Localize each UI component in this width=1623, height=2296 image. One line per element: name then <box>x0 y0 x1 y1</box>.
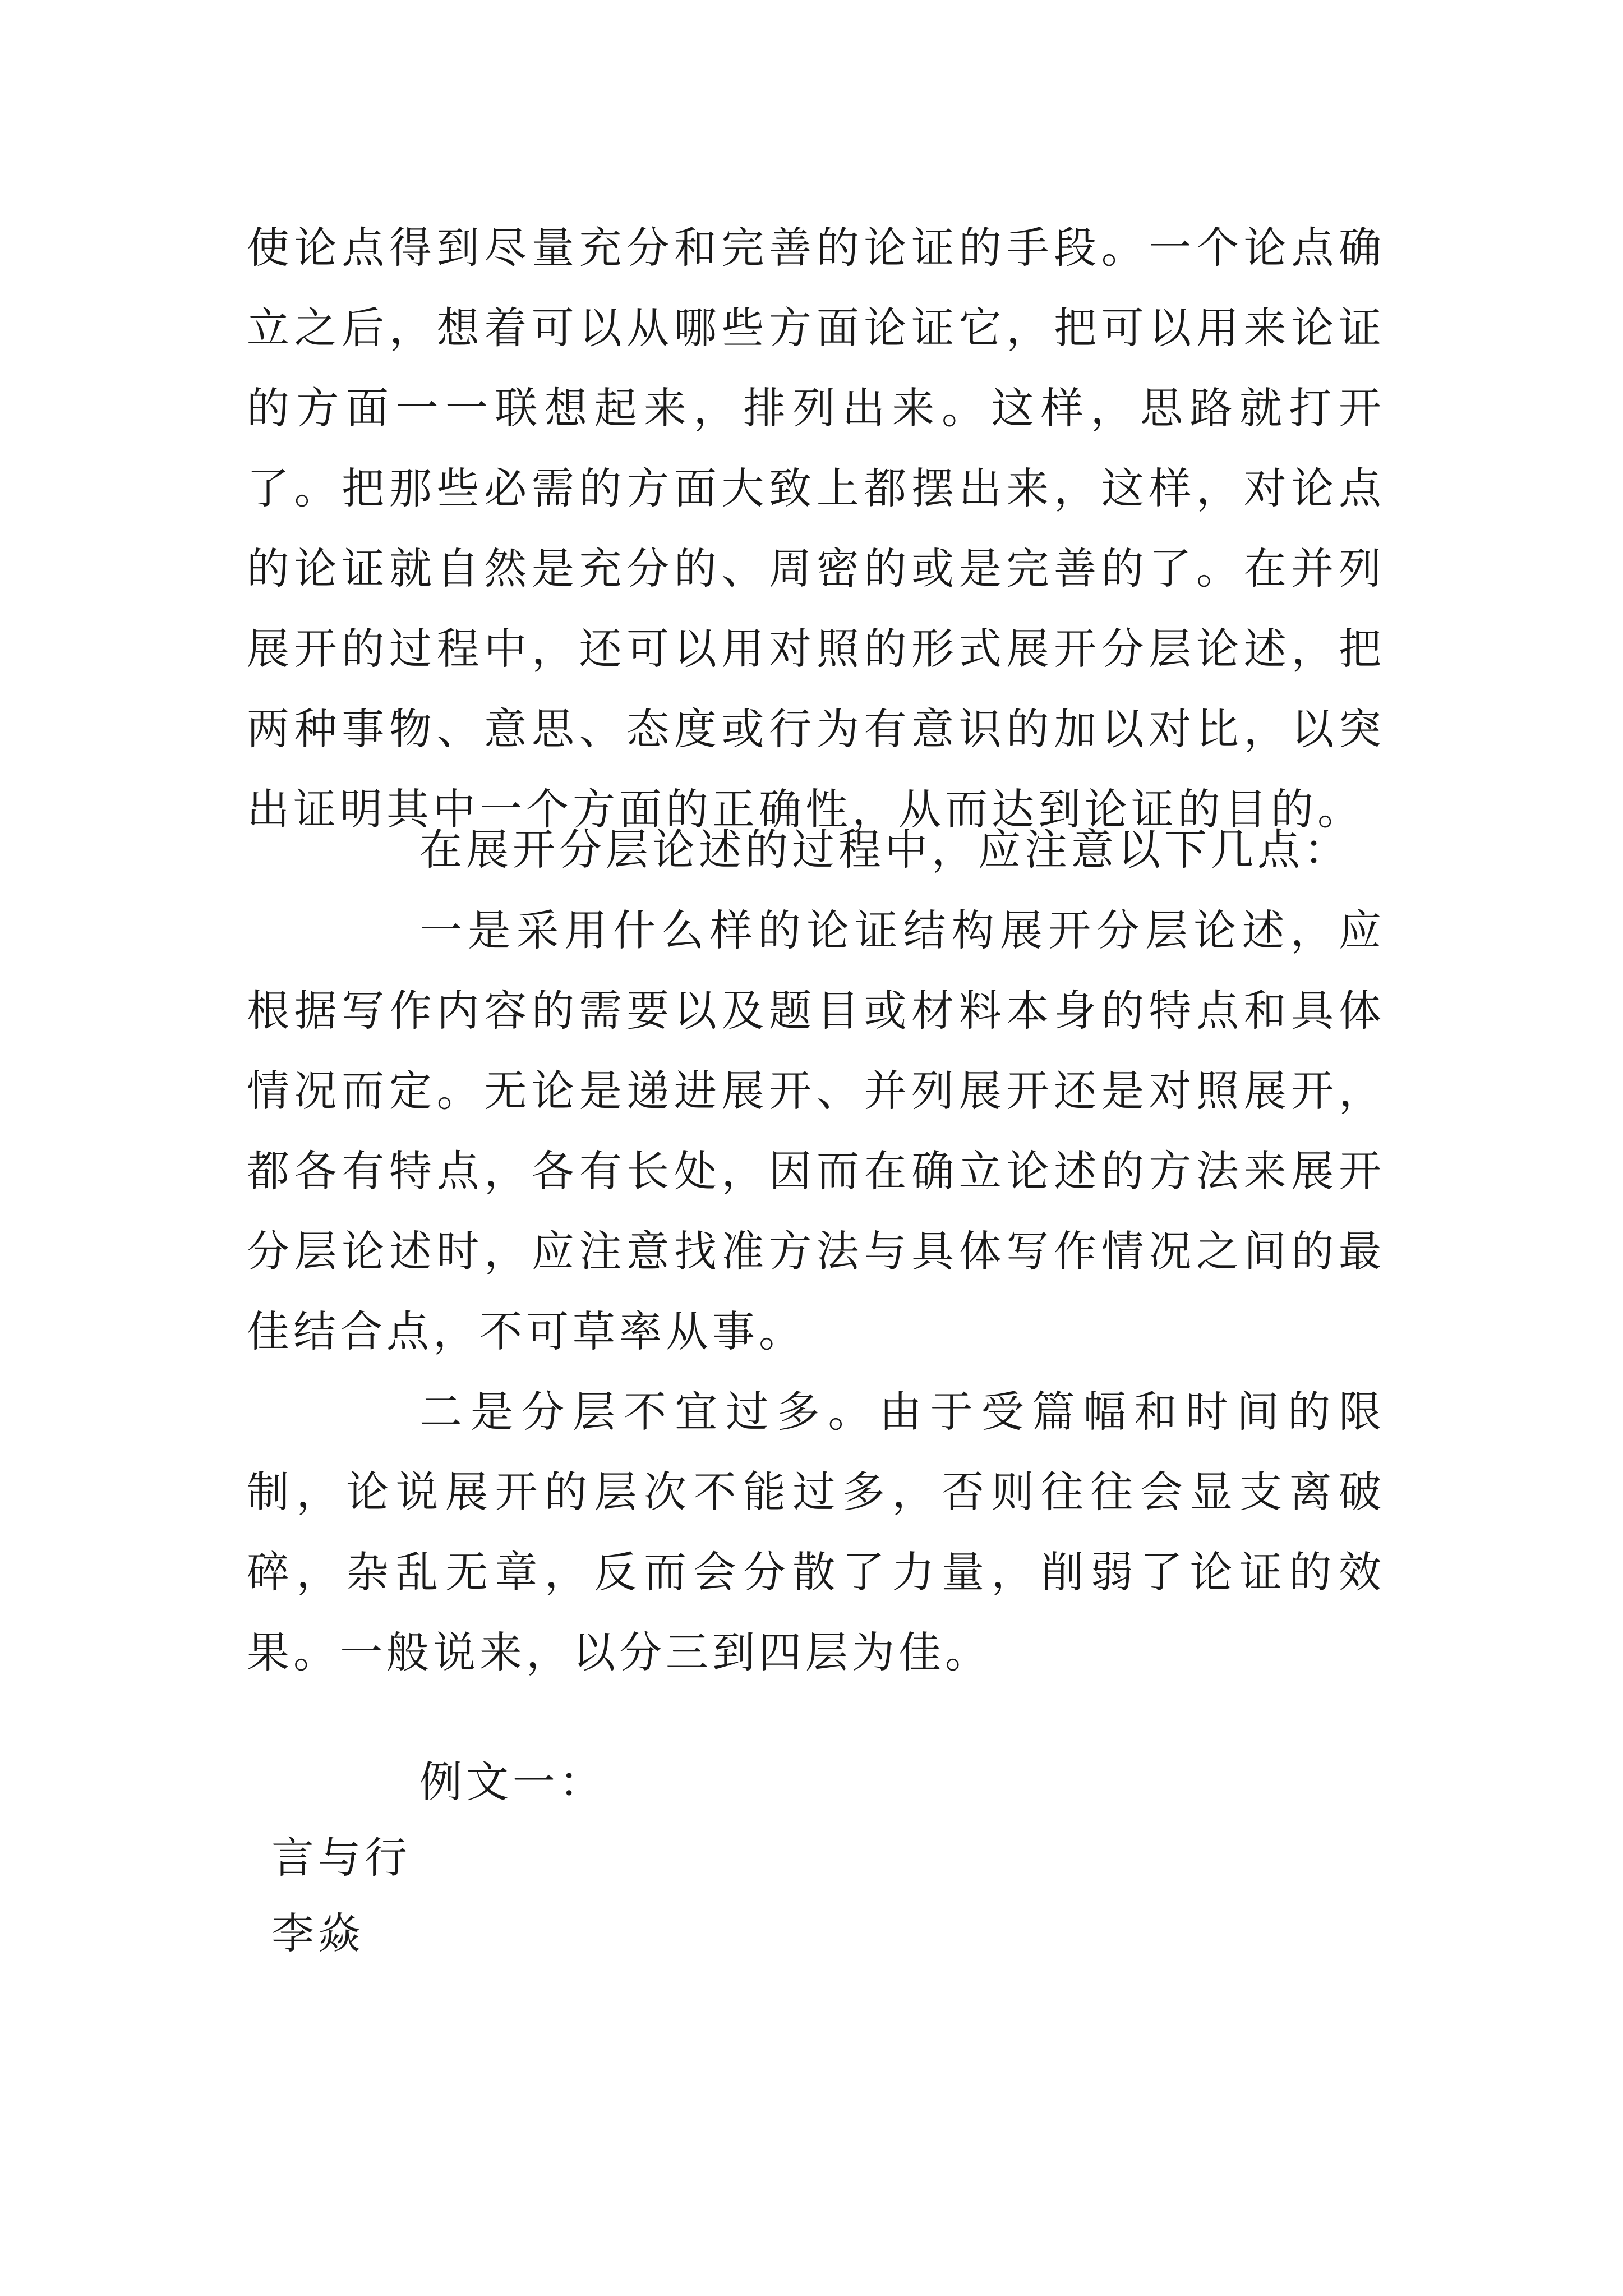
body-paragraph-point-two <box>247 1372 1385 1692</box>
paragraph-text: 一是采用什么样的论证结构展开分层论述，应根据写作内容的需要以及题目或材料本身的特点和具体情况而定。无论是递进展开、并列展开还是对照展开，都各有特点，各有长处，因而在确立论述的方法来展开分层论述时，应注意找准方法与具体写作情况之间的最佳结合点，不可草率从事。 <box>247 905 1385 1356</box>
example-label: 例文一： <box>419 1757 606 1807</box>
body-paragraph-continuation <box>247 208 1385 849</box>
body-paragraph-point-one <box>247 890 1385 1372</box>
body-paragraph-intro-points <box>247 809 1385 890</box>
paragraph-text: 二是分层不宜过多。由于受篇幅和时间的限制，论说展开的层次不能过多，否则往往会显支离破碎，杂乱无章，反而会分散了力量，削弱了论证的效果。一般说来，以分三到四层为佳。 <box>247 1387 1385 1677</box>
article-author: 李焱 <box>271 1908 365 1958</box>
paragraph-text: 在展开分层论述的过程中，应注意以下几点： <box>419 825 1350 875</box>
article-title: 言与行 <box>271 1833 411 1883</box>
paragraph-text: 使论点得到尽量充分和完善的论证的手段。一个论点确立之后，想着可以从哪些方面论证它，把可以用来论证的方面一一联想起来，排列出来。这样，思路就打开了。把那些必需的方面大致上都摆出来，这样，对论点的论证就自然是充分的、周密的或是完善的了。在并列展开的过程中，还可以用对照的形式展开分层论述，把两种事物、意思、态度或行为有意识的加以对比，以突出证明其中一个方面的正确性，从而达到论证的目的。 <box>247 223 1385 834</box>
